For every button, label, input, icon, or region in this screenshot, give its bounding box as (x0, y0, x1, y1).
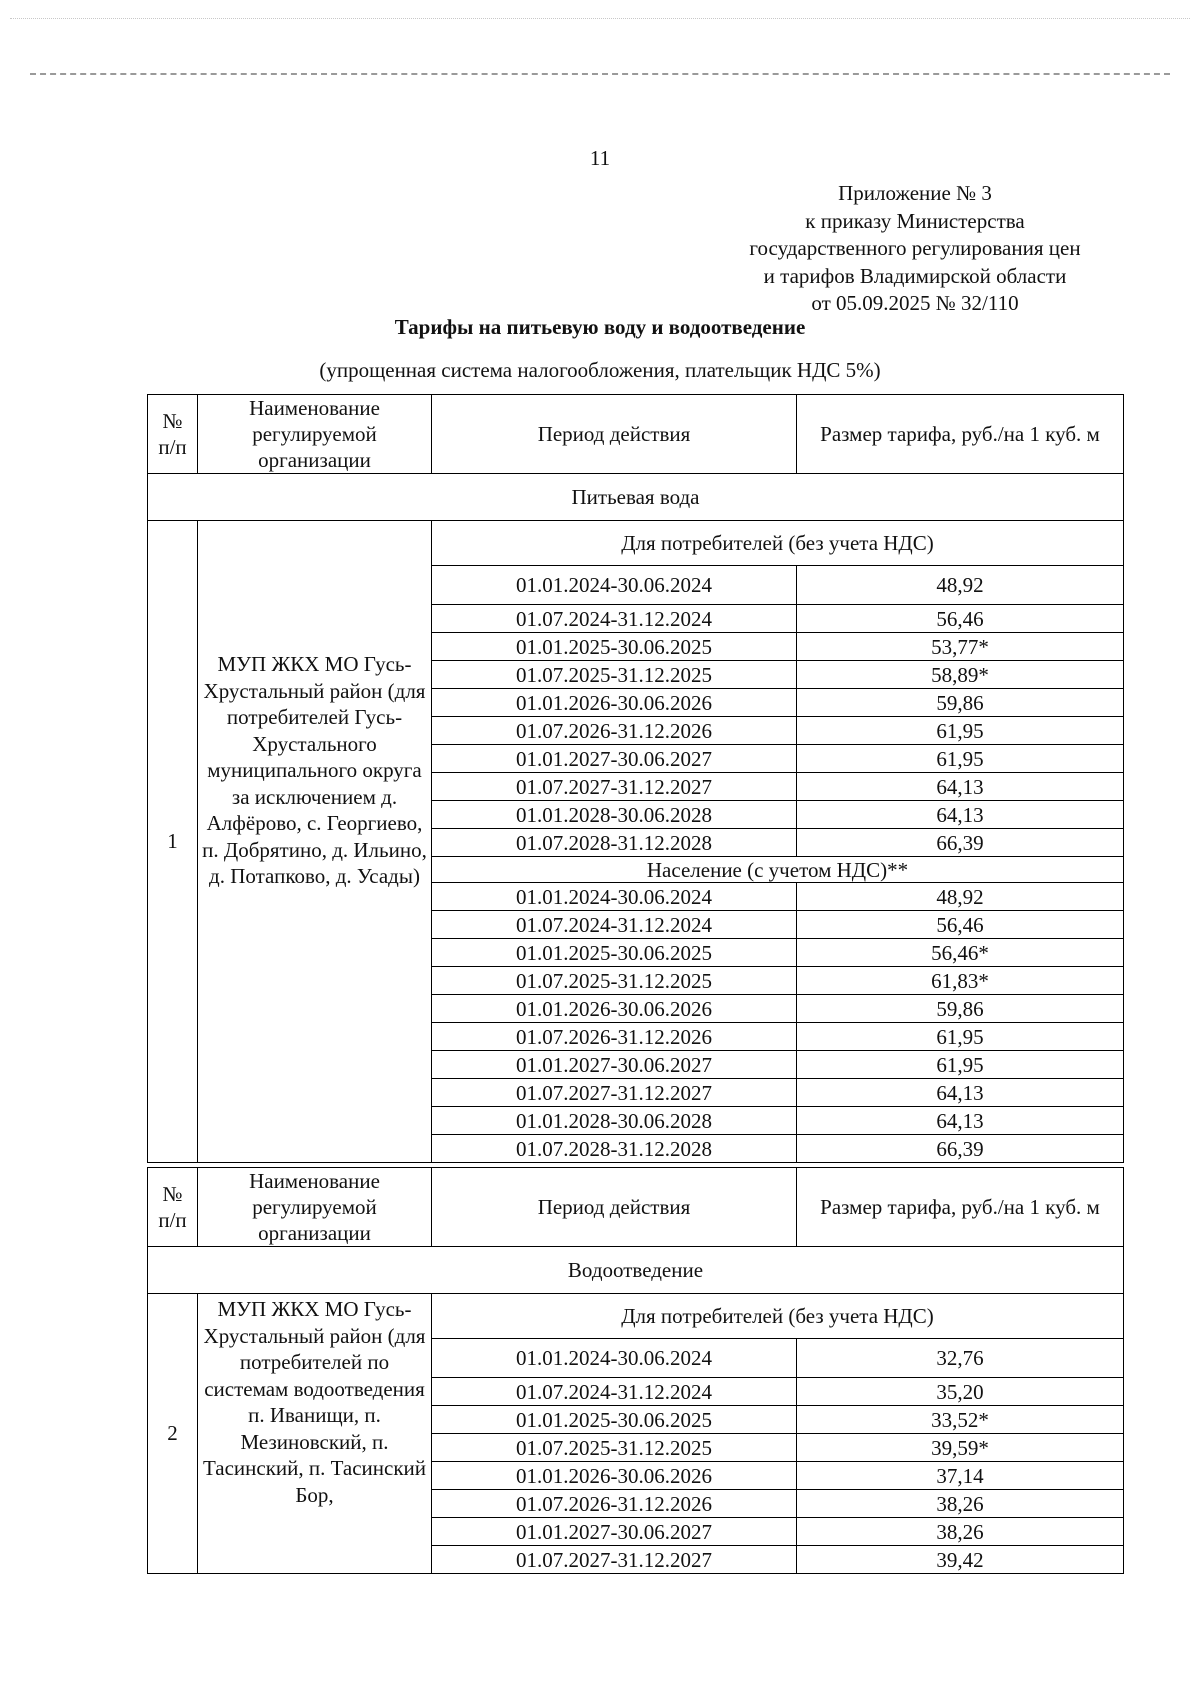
tariff-value: 37,14 (797, 1462, 1124, 1490)
header-num: № п/п (148, 395, 198, 474)
period-cell: 01.07.2025-31.12.2025 (432, 661, 797, 689)
tariff-value: 39,59* (797, 1434, 1124, 1462)
period-cell: 01.01.2027-30.06.2027 (432, 745, 797, 773)
period-cell: 01.01.2026-30.06.2026 (432, 689, 797, 717)
period-cell: 01.07.2024-31.12.2024 (432, 605, 797, 633)
scan-header-line (30, 73, 1170, 75)
tariff-value: 56,46 (797, 605, 1124, 633)
tariff-value: 66,39 (797, 829, 1124, 857)
section-row (148, 1247, 1124, 1294)
period-cell: 01.07.2027-31.12.2027 (432, 1079, 797, 1107)
section-title: Питьевая вода (148, 474, 1124, 521)
header-num: № п/п (148, 1168, 198, 1247)
period-cell: 01.07.2028-31.12.2028 (432, 829, 797, 857)
period-cell: 01.01.2028-30.06.2028 (432, 801, 797, 829)
period-cell: 01.07.2027-31.12.2027 (432, 1546, 797, 1574)
tariff-value: 53,77* (797, 633, 1124, 661)
header-period: Период действия (432, 395, 797, 474)
period-cell: 01.01.2025-30.06.2025 (432, 1406, 797, 1434)
period-cell: 01.07.2025-31.12.2025 (432, 967, 797, 995)
tariff-value: 61,95 (797, 745, 1124, 773)
period-cell: 01.07.2027-31.12.2027 (432, 773, 797, 801)
tariff-value: 33,52* (797, 1406, 1124, 1434)
header-period: Период действия (432, 1168, 797, 1247)
tariff-value: 61,95 (797, 1051, 1124, 1079)
drinking-water-table (147, 394, 1124, 1163)
annex-block (700, 180, 1130, 318)
header-org: Наименование регулируемой организации (198, 395, 432, 474)
tariff-value: 56,46* (797, 939, 1124, 967)
period-cell: 01.01.2025-30.06.2025 (432, 633, 797, 661)
period-cell: 01.07.2026-31.12.2026 (432, 1490, 797, 1518)
consumers-label: Для потребителей (без учета НДС) (432, 1294, 1124, 1339)
page-number: 11 (589, 146, 611, 170)
period-cell: 01.07.2026-31.12.2026 (432, 1023, 797, 1051)
tariff-value: 39,42 (797, 1546, 1124, 1574)
wastewater-table (147, 1167, 1124, 1574)
population-label: Население (с учетом НДС)** (432, 857, 1124, 883)
document-subtitle: (упрощенная система налогообложения, плательщик НДС 5%) (319, 358, 881, 382)
period-cell: 01.01.2026-30.06.2026 (432, 1462, 797, 1490)
header-org: Наименование регулируемой организации (198, 1168, 432, 1247)
period-cell: 01.07.2026-31.12.2026 (432, 717, 797, 745)
table-header-row (148, 1168, 1124, 1247)
period-cell: 01.01.2028-30.06.2028 (432, 1107, 797, 1135)
row-number: 2 (148, 1294, 198, 1574)
tariff-value: 66,39 (797, 1135, 1124, 1163)
period-cell: 01.07.2025-31.12.2025 (432, 1434, 797, 1462)
header-tariff: Размер тарифа, руб./на 1 куб. м (797, 1168, 1124, 1247)
subsection-row (148, 1294, 1124, 1339)
tariff-value: 38,26 (797, 1518, 1124, 1546)
tariff-value: 61,83* (797, 967, 1124, 995)
scan-edge-line (10, 18, 1190, 19)
tariff-value: 35,20 (797, 1378, 1124, 1406)
tariff-value: 59,86 (797, 689, 1124, 717)
tariff-value: 64,13 (797, 1079, 1124, 1107)
section-row (148, 474, 1124, 521)
period-cell: 01.01.2024-30.06.2024 (432, 883, 797, 911)
organization-name: МУП ЖКХ МО Гусь-Хрустальный район (для потребителей по системам водоотведения п. Иванищи, п. Мезиновский, п. Тасинский, п. Тасинский Бор, (198, 1294, 432, 1574)
period-cell: 01.01.2027-30.06.2027 (432, 1518, 797, 1546)
header-tariff: Размер тарифа, руб./на 1 куб. м (797, 395, 1124, 474)
annex-line-2: к приказу Министерства (805, 208, 1025, 233)
annex-line-4: и тарифов Владимирской области (763, 263, 1067, 288)
tariff-value: 48,92 (797, 566, 1124, 605)
period-cell: 01.01.2026-30.06.2026 (432, 995, 797, 1023)
tariff-value: 48,92 (797, 883, 1124, 911)
subsection-row (148, 521, 1124, 566)
organization-name: МУП ЖКХ МО Гусь-Хрустальный район (для потребителей Гусь-Хрустального муниципального округа за исключением д. Алфёрово, с. Георгиево, п. Добрятино, д. Ильино, д. Потапково, д. Усады) (198, 521, 432, 1163)
tariff-value: 56,46 (797, 911, 1124, 939)
tariff-value: 61,95 (797, 1023, 1124, 1051)
tariff-value: 61,95 (797, 717, 1124, 745)
period-cell: 01.01.2025-30.06.2025 (432, 939, 797, 967)
tariff-value: 58,89* (797, 661, 1124, 689)
tariff-value: 59,86 (797, 995, 1124, 1023)
annex-line-1: Приложение № 3 (838, 181, 992, 205)
tariff-value: 64,13 (797, 1107, 1124, 1135)
annex-line-3: государственного регулирования цен (749, 236, 1081, 260)
tariff-value: 64,13 (797, 773, 1124, 801)
tariff-value: 64,13 (797, 801, 1124, 829)
annex-line-5: от 05.09.2025 № 32/110 (811, 291, 1019, 315)
consumers-label: Для потребителей (без учета НДС) (432, 521, 1124, 566)
period-cell: 01.01.2024-30.06.2024 (432, 1339, 797, 1378)
tariff-value: 32,76 (797, 1339, 1124, 1378)
row-number: 1 (148, 521, 198, 1163)
period-cell: 01.07.2024-31.12.2024 (432, 1378, 797, 1406)
period-cell: 01.07.2028-31.12.2028 (432, 1135, 797, 1163)
table-header-row (148, 395, 1124, 474)
document-title: Тарифы на питьевую воду и водоотведение (394, 315, 806, 339)
tariff-value: 38,26 (797, 1490, 1124, 1518)
period-cell: 01.07.2024-31.12.2024 (432, 911, 797, 939)
period-cell: 01.01.2024-30.06.2024 (432, 566, 797, 605)
section-title: Водоотведение (148, 1247, 1124, 1294)
period-cell: 01.01.2027-30.06.2027 (432, 1051, 797, 1079)
